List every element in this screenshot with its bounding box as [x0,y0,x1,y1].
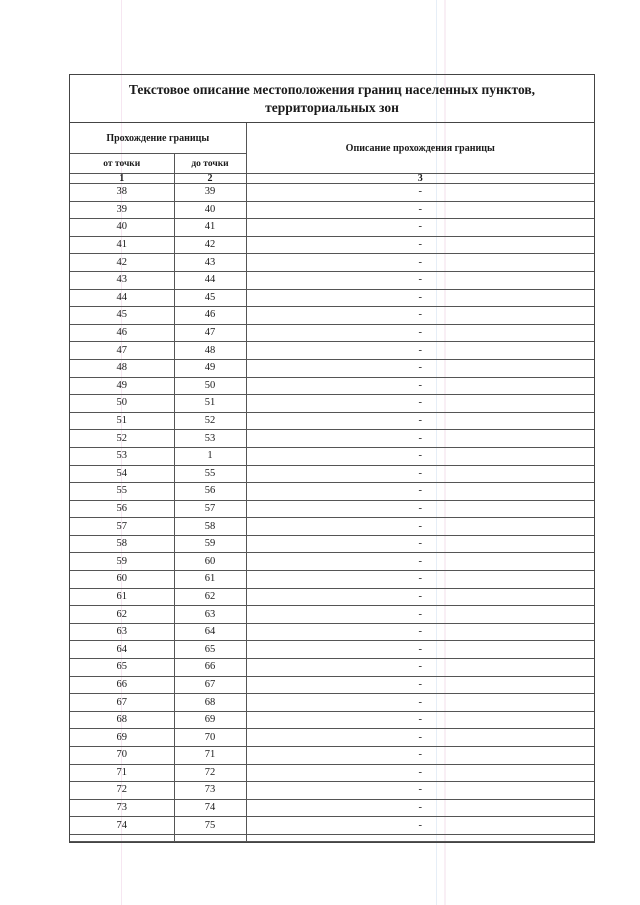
table-row [70,659,594,677]
cell-to: 75 [174,817,246,835]
cell-description: - [246,465,594,483]
table-row [70,571,594,589]
cell-description: - [246,377,594,395]
cell-to: 45 [174,289,246,307]
cell-description: - [246,447,594,465]
cell-from: 53 [70,447,174,465]
col-number-2: 2 [174,174,246,184]
table-tail-row [70,834,594,841]
cell-description: - [246,307,594,325]
cell-from: 74 [70,817,174,835]
cell-to: 42 [174,236,246,254]
table-row [70,430,594,448]
cell-to: 50 [174,377,246,395]
col-number-3: 3 [246,174,594,184]
table-row [70,184,594,202]
cell-from: 73 [70,799,174,817]
cell-to: 44 [174,271,246,289]
cell-from: 43 [70,271,174,289]
cell-description: - [246,236,594,254]
cell-to: 68 [174,694,246,712]
cell-description: - [246,342,594,360]
cell-to: 58 [174,518,246,536]
empty-cell [246,834,594,841]
cell-from: 57 [70,518,174,536]
cell-to: 61 [174,571,246,589]
cell-to: 52 [174,412,246,430]
table-row [70,588,594,606]
cell-from: 55 [70,483,174,501]
document-title [70,75,594,123]
col-number-1: 1 [70,174,174,184]
table-row [70,747,594,765]
cell-from: 66 [70,676,174,694]
cell-from: 63 [70,623,174,641]
cell-to: 43 [174,254,246,272]
cell-to: 59 [174,535,246,553]
cell-from: 41 [70,236,174,254]
cell-from: 42 [70,254,174,272]
header-passage: Прохождение границы [70,123,246,154]
table-row [70,518,594,536]
cell-description: - [246,606,594,624]
cell-to: 56 [174,483,246,501]
cell-to: 62 [174,588,246,606]
table-row [70,694,594,712]
document-frame [69,74,595,843]
cell-to: 46 [174,307,246,325]
table-row [70,412,594,430]
cell-description: - [246,219,594,237]
cell-description: - [246,659,594,677]
title-line-2: территориальных зон [265,100,399,115]
cell-to: 49 [174,359,246,377]
cell-description: - [246,747,594,765]
cell-from: 38 [70,184,174,202]
cell-to: 53 [174,430,246,448]
cell-to: 51 [174,395,246,413]
table-row [70,342,594,360]
cell-description: - [246,518,594,536]
empty-cell [174,834,246,841]
cell-from: 48 [70,359,174,377]
table-row [70,535,594,553]
cell-description: - [246,254,594,272]
cell-description: - [246,641,594,659]
cell-description: - [246,430,594,448]
table-row [70,623,594,641]
table-row [70,307,594,325]
cell-to: 67 [174,676,246,694]
cell-from: 59 [70,553,174,571]
cell-description: - [246,676,594,694]
cell-description: - [246,395,594,413]
cell-description: - [246,324,594,342]
table-row [70,395,594,413]
cell-description: - [246,500,594,518]
cell-to: 39 [174,184,246,202]
cell-from: 45 [70,307,174,325]
table-row [70,606,594,624]
cell-from: 50 [70,395,174,413]
cell-description: - [246,359,594,377]
table-row [70,483,594,501]
cell-to: 70 [174,729,246,747]
table-row [70,219,594,237]
cell-description: - [246,799,594,817]
cell-from: 51 [70,412,174,430]
cell-description: - [246,711,594,729]
title-line-1: Текстовое описание местоположения границ населенных пунктов, [128,82,536,97]
cell-from: 56 [70,500,174,518]
cell-description: - [246,817,594,835]
cell-description: - [246,271,594,289]
table-row [70,641,594,659]
cell-description: - [246,694,594,712]
table-row [70,553,594,571]
cell-from: 60 [70,571,174,589]
cell-to: 72 [174,764,246,782]
table-row [70,799,594,817]
table-row [70,324,594,342]
cell-from: 65 [70,659,174,677]
cell-to: 1 [174,447,246,465]
table-row [70,500,594,518]
cell-from: 61 [70,588,174,606]
cell-to: 57 [174,500,246,518]
header-description: Описание прохождения границы [246,123,594,174]
table-row [70,271,594,289]
cell-from: 68 [70,711,174,729]
table-row [70,201,594,219]
table-row [70,359,594,377]
table-row [70,782,594,800]
cell-to: 64 [174,623,246,641]
cell-from: 64 [70,641,174,659]
cell-from: 44 [70,289,174,307]
table-row [70,817,594,835]
cell-from: 71 [70,764,174,782]
cell-to: 41 [174,219,246,237]
header-to: до точки [174,154,246,174]
table-row [70,676,594,694]
table-row [70,377,594,395]
table-row [70,764,594,782]
cell-from: 62 [70,606,174,624]
table-row [70,465,594,483]
cell-to: 74 [174,799,246,817]
cell-description: - [246,571,594,589]
table-body [70,184,594,842]
cell-from: 67 [70,694,174,712]
cell-to: 55 [174,465,246,483]
table-row [70,289,594,307]
cell-from: 54 [70,465,174,483]
cell-from: 40 [70,219,174,237]
cell-from: 47 [70,342,174,360]
cell-description: - [246,483,594,501]
cell-to: 40 [174,201,246,219]
cell-description: - [246,588,594,606]
cell-description: - [246,535,594,553]
cell-from: 58 [70,535,174,553]
cell-description: - [246,729,594,747]
cell-from: 70 [70,747,174,765]
cell-from: 39 [70,201,174,219]
cell-from: 49 [70,377,174,395]
table-row [70,711,594,729]
cell-from: 72 [70,782,174,800]
cell-to: 71 [174,747,246,765]
cell-description: - [246,289,594,307]
boundary-table [70,123,594,842]
cell-description: - [246,553,594,571]
cell-description: - [246,764,594,782]
cell-to: 47 [174,324,246,342]
empty-cell [70,834,174,841]
table-row [70,729,594,747]
cell-description: - [246,782,594,800]
cell-description: - [246,184,594,202]
cell-to: 63 [174,606,246,624]
cell-from: 52 [70,430,174,448]
header-from: от точки [70,154,174,174]
cell-to: 66 [174,659,246,677]
cell-description: - [246,201,594,219]
cell-to: 69 [174,711,246,729]
cell-from: 46 [70,324,174,342]
cell-description: - [246,623,594,641]
cell-from: 69 [70,729,174,747]
table-row [70,447,594,465]
table-row [70,236,594,254]
cell-description: - [246,412,594,430]
cell-to: 60 [174,553,246,571]
cell-to: 65 [174,641,246,659]
cell-to: 48 [174,342,246,360]
table-row [70,254,594,272]
cell-to: 73 [174,782,246,800]
